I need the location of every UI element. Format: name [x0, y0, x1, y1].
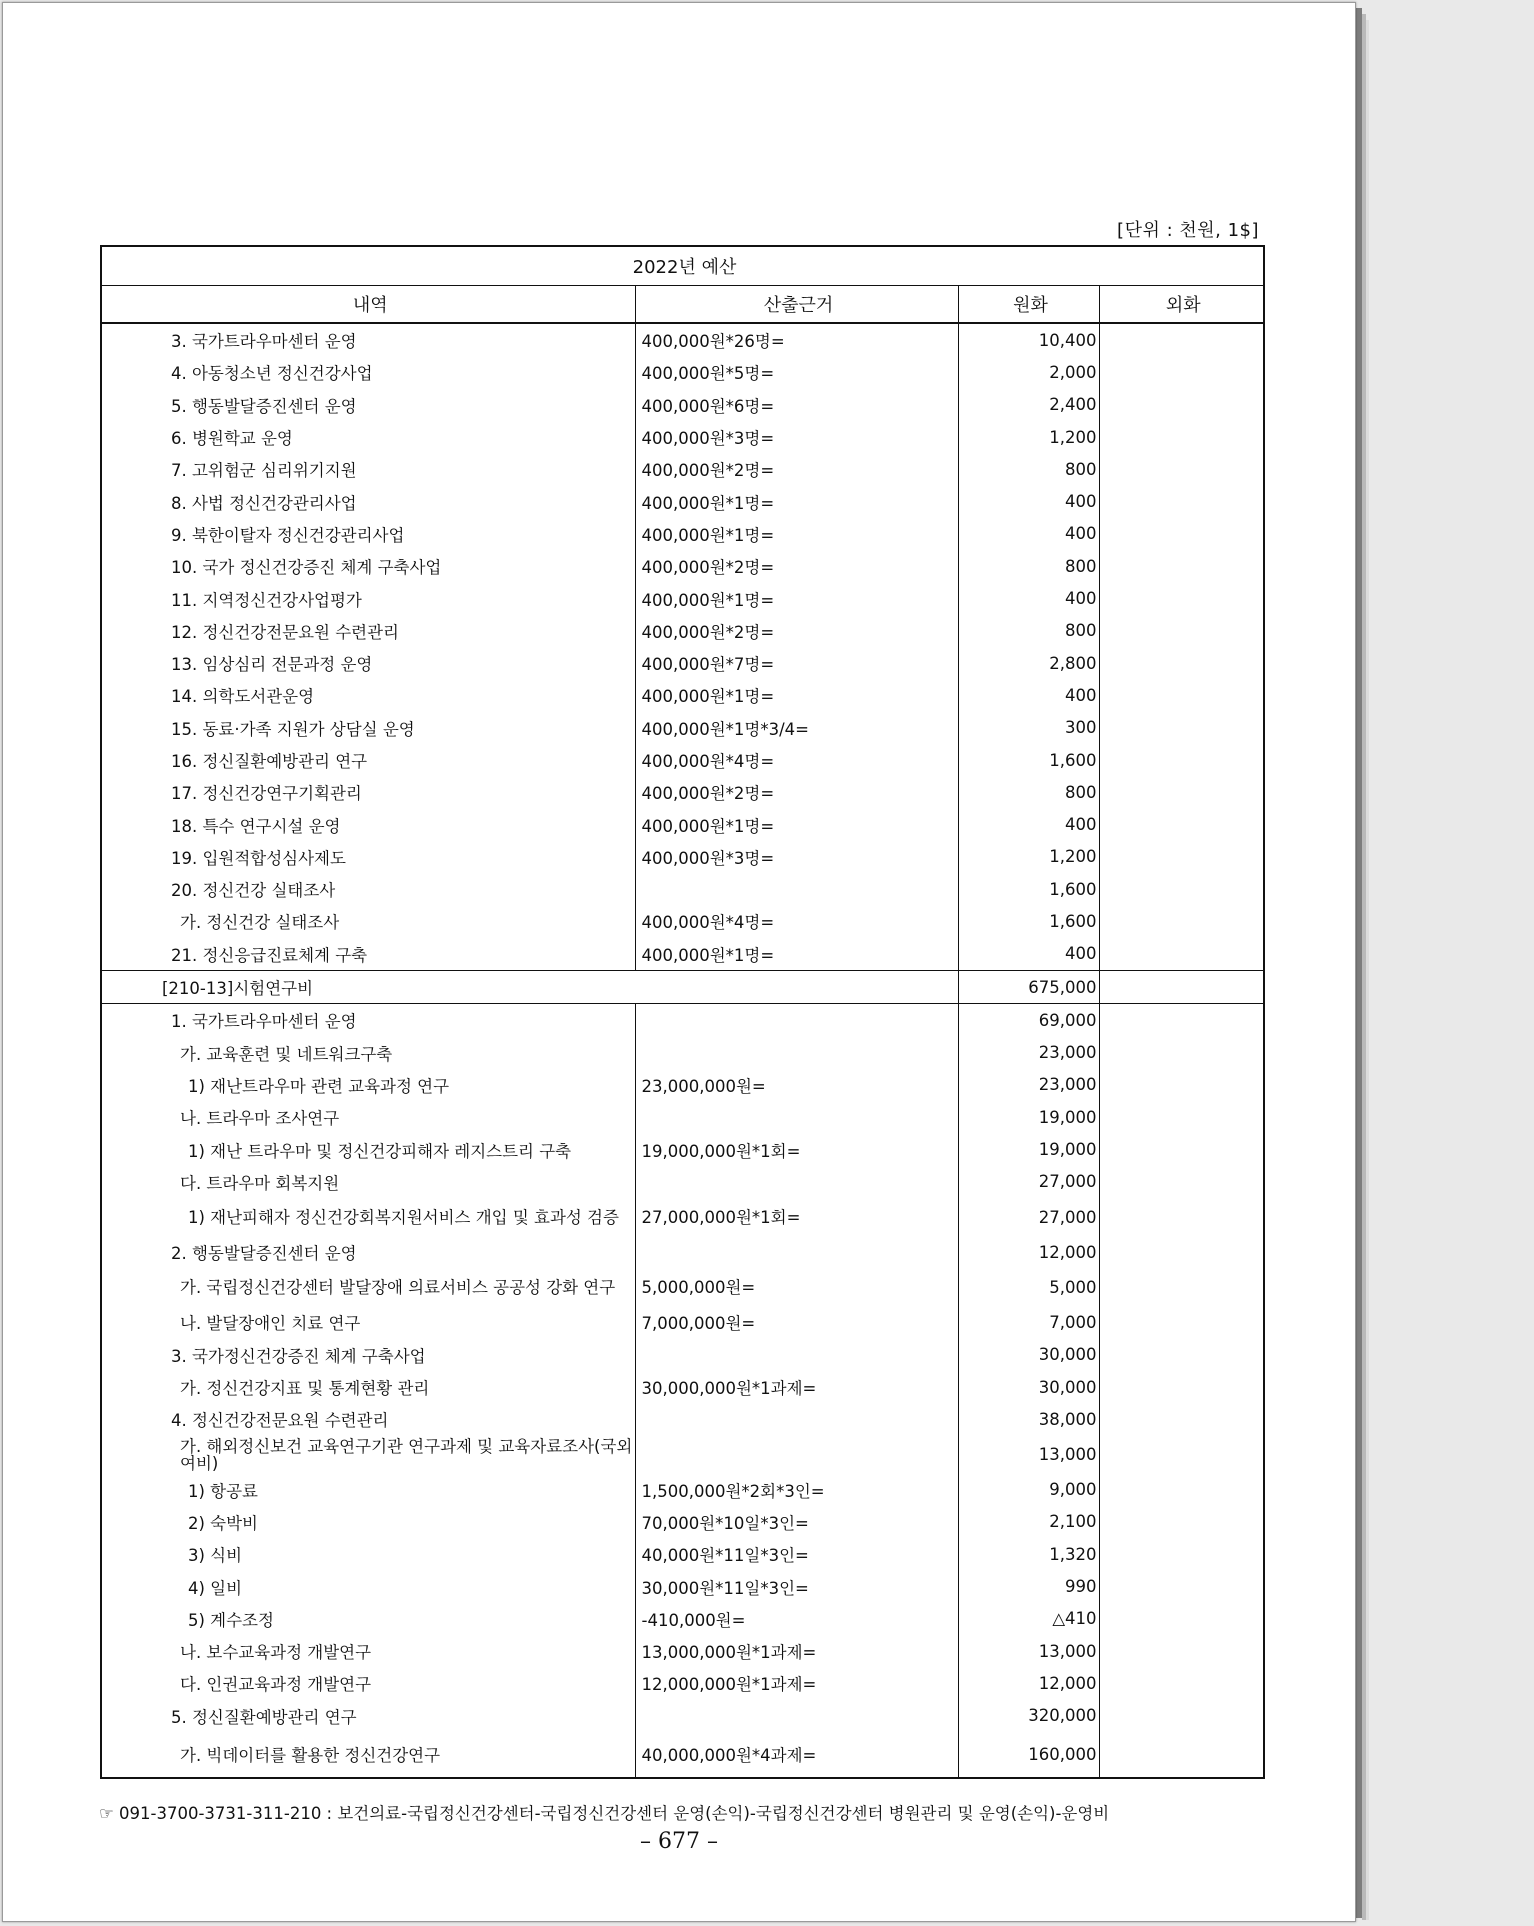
document-page — [2, 2, 1356, 1922]
row-won: 27,000 — [958, 1166, 1099, 1198]
table-row — [101, 1198, 1264, 1236]
row-won: 10,400 — [958, 323, 1099, 356]
row-basis — [635, 1004, 958, 1037]
row-foreign — [1099, 1198, 1264, 1236]
row-won: 12,000 — [958, 1236, 1099, 1268]
row-won: 12,000 — [958, 1667, 1099, 1699]
table-row — [101, 1133, 1264, 1165]
row-foreign — [1099, 1603, 1264, 1635]
row-foreign — [1099, 905, 1264, 937]
row-won: 160,000 — [958, 1732, 1099, 1778]
row-description: 5. 정신질환예방관리 연구 — [101, 1700, 635, 1732]
row-description: 2) 숙박비 — [101, 1506, 635, 1538]
table-row — [101, 1603, 1264, 1635]
row-won: 23,000 — [958, 1069, 1099, 1101]
row-basis: 400,000원*2명= — [635, 776, 958, 808]
row-basis: 400,000원*1명= — [635, 485, 958, 517]
table-row — [101, 647, 1264, 679]
row-won: 800 — [958, 615, 1099, 647]
row-foreign — [1099, 1133, 1264, 1165]
row-basis: 400,000원*2명= — [635, 453, 958, 485]
table-body-group-header — [101, 970, 1264, 1003]
row-foreign — [1099, 808, 1264, 840]
row-won: 400 — [958, 808, 1099, 840]
table-row — [101, 744, 1264, 776]
row-basis: 70,000원*10일*3인= — [635, 1506, 958, 1538]
row-won: 400 — [958, 582, 1099, 614]
row-foreign — [1099, 1069, 1264, 1101]
row-foreign — [1099, 1371, 1264, 1403]
row-won: 7,000 — [958, 1306, 1099, 1338]
row-description: 15. 동료·가족 지원가 상담실 운영 — [101, 712, 635, 744]
row-basis: 400,000원*7명= — [635, 647, 958, 679]
table-row — [101, 776, 1264, 808]
row-description: 4) 일비 — [101, 1570, 635, 1602]
row-basis: 30,000,000원*1과제= — [635, 1371, 958, 1403]
row-description: 3. 국가트라우마센터 운영 — [101, 323, 635, 356]
row-foreign — [1099, 1436, 1264, 1474]
row-won: 2,000 — [958, 356, 1099, 388]
row-description: 12. 정신건강전문요원 수련관리 — [101, 615, 635, 647]
row-won: 400 — [958, 518, 1099, 550]
table-row — [101, 905, 1264, 937]
column-header-basis: 산출근거 — [635, 286, 958, 324]
row-basis: 400,000원*4명= — [635, 905, 958, 937]
row-description: 1) 재난 트라우마 및 정신건강피해자 레지스트리 구축 — [101, 1133, 635, 1165]
row-won: 19,000 — [958, 1101, 1099, 1133]
row-foreign — [1099, 1306, 1264, 1338]
row-won: 9,000 — [958, 1474, 1099, 1506]
row-description: 5. 행동발달증진센터 운영 — [101, 389, 635, 421]
row-won: 1,600 — [958, 744, 1099, 776]
row-foreign — [1099, 1236, 1264, 1268]
row-basis: 7,000,000원= — [635, 1306, 958, 1338]
row-description: 5) 계수조정 — [101, 1603, 635, 1635]
table-row — [101, 1667, 1264, 1699]
table-row — [101, 518, 1264, 550]
column-header-desc: 내역 — [101, 286, 635, 324]
row-description: 2. 행동발달증진센터 운영 — [101, 1236, 635, 1268]
row-foreign — [1099, 1339, 1264, 1371]
row-won: 800 — [958, 550, 1099, 582]
row-foreign — [1099, 1004, 1264, 1037]
row-won: 2,100 — [958, 1506, 1099, 1538]
row-won: 30,000 — [958, 1339, 1099, 1371]
table-row — [101, 582, 1264, 614]
row-foreign — [1099, 389, 1264, 421]
row-basis: 400,000원*4명= — [635, 744, 958, 776]
row-description: 3. 국가정신건강증진 체계 구축사업 — [101, 1339, 635, 1371]
row-description: 11. 지역정신건강사업평가 — [101, 582, 635, 614]
row-basis: 400,000원*2명= — [635, 550, 958, 582]
row-basis: 27,000,000원*1회= — [635, 1198, 958, 1236]
table-row — [101, 938, 1264, 971]
row-basis: 400,000원*2명= — [635, 615, 958, 647]
row-description: 1) 재난트라우마 관련 교육과정 연구 — [101, 1069, 635, 1101]
row-won: 1,200 — [958, 421, 1099, 453]
row-foreign — [1099, 679, 1264, 711]
row-basis — [635, 1037, 958, 1069]
table-row — [101, 1037, 1264, 1069]
row-description: 19. 입원적합성심사제도 — [101, 841, 635, 873]
group-won: 675,000 — [958, 970, 1099, 1003]
page-edge-shadow — [1366, 20, 1369, 1920]
row-foreign — [1099, 582, 1264, 614]
row-foreign — [1099, 647, 1264, 679]
row-description: 다. 트라우마 회복지원 — [101, 1166, 635, 1198]
row-foreign — [1099, 1268, 1264, 1306]
row-won: 1,600 — [958, 873, 1099, 905]
row-foreign — [1099, 938, 1264, 971]
row-description: 10. 국가 정신건강증진 체계 구축사업 — [101, 550, 635, 582]
row-foreign — [1099, 1474, 1264, 1506]
row-description: 가. 해외정신보건 교육연구기관 연구과제 및 교육자료조사(국외여비) — [101, 1436, 635, 1474]
row-won: 5,000 — [958, 1268, 1099, 1306]
row-description: 1) 재난피해자 정신건강회복지원서비스 개입 및 효과성 검증 — [101, 1198, 635, 1236]
row-description: 가. 빅데이터를 활용한 정신건강연구 — [101, 1732, 635, 1778]
table-row — [101, 1306, 1264, 1338]
table-row — [101, 1004, 1264, 1037]
row-won: 2,400 — [958, 389, 1099, 421]
row-description: 8. 사법 정신건강관리사업 — [101, 485, 635, 517]
group-foreign — [1099, 970, 1264, 1003]
footnote: ☞ 091-3700-3731-311-210 : 보건의료-국립정신건강센터-국립정신건강센터 운영(손익)-국립정신건강센터 병원관리 및 운영(손익)-운영비 — [99, 1804, 1110, 1823]
row-description: 18. 특수 연구시설 운영 — [101, 808, 635, 840]
row-basis: 30,000원*11일*3인= — [635, 1570, 958, 1602]
row-foreign — [1099, 1667, 1264, 1699]
row-foreign — [1099, 1037, 1264, 1069]
row-won: 400 — [958, 938, 1099, 971]
table-row — [101, 323, 1264, 356]
table-row — [101, 1339, 1264, 1371]
row-basis: 400,000원*3명= — [635, 421, 958, 453]
row-won: 300 — [958, 712, 1099, 744]
row-basis — [635, 1339, 958, 1371]
row-description: 가. 정신건강 실태조사 — [101, 905, 635, 937]
row-basis: 400,000원*5명= — [635, 356, 958, 388]
table-row — [101, 1570, 1264, 1602]
row-basis: 13,000,000원*1과제= — [635, 1635, 958, 1667]
row-description: 3) 식비 — [101, 1538, 635, 1570]
row-description: 가. 국립정신건강센터 발달장애 의료서비스 공공성 강화 연구 — [101, 1268, 635, 1306]
row-foreign — [1099, 1166, 1264, 1198]
table-row — [101, 1166, 1264, 1198]
row-foreign — [1099, 873, 1264, 905]
table-row — [101, 679, 1264, 711]
page-number: – 677 – — [640, 1829, 718, 1854]
row-description: 6. 병원학교 운영 — [101, 421, 635, 453]
table-title: 2022년 예산 — [101, 246, 1264, 286]
row-foreign — [1099, 356, 1264, 388]
row-foreign — [1099, 421, 1264, 453]
row-basis: 1,500,000원*2회*3인= — [635, 1474, 958, 1506]
row-basis: 19,000,000원*1회= — [635, 1133, 958, 1165]
row-description: 20. 정신건강 실태조사 — [101, 873, 635, 905]
row-won: 69,000 — [958, 1004, 1099, 1037]
table-row — [101, 1069, 1264, 1101]
row-description: 나. 트라우마 조사연구 — [101, 1101, 635, 1133]
row-description: 4. 아동청소년 정신건강사업 — [101, 356, 635, 388]
row-foreign — [1099, 1732, 1264, 1778]
table-body-personnel — [101, 323, 1264, 970]
row-foreign — [1099, 550, 1264, 582]
row-basis — [635, 1403, 958, 1435]
row-won: 19,000 — [958, 1133, 1099, 1165]
row-foreign — [1099, 1635, 1264, 1667]
table-row — [101, 1403, 1264, 1435]
row-won: 1,200 — [958, 841, 1099, 873]
row-basis — [635, 1101, 958, 1133]
row-basis: 23,000,000원= — [635, 1069, 958, 1101]
row-foreign — [1099, 744, 1264, 776]
row-description: 나. 발달장애인 치료 연구 — [101, 1306, 635, 1338]
row-description: 1) 항공료 — [101, 1474, 635, 1506]
row-won: 1,320 — [958, 1538, 1099, 1570]
row-description: 다. 인권교육과정 개발연구 — [101, 1667, 635, 1699]
row-foreign — [1099, 1403, 1264, 1435]
table-row — [101, 615, 1264, 647]
row-won: 800 — [958, 776, 1099, 808]
row-basis: 400,000원*1명*3/4= — [635, 712, 958, 744]
budget-table — [100, 245, 1265, 1779]
row-won: 1,600 — [958, 905, 1099, 937]
row-description: 가. 정신건강지표 및 통계현황 관리 — [101, 1371, 635, 1403]
column-header-won: 원화 — [958, 286, 1099, 324]
row-description: 나. 보수교육과정 개발연구 — [101, 1635, 635, 1667]
row-basis: 400,000원*1명= — [635, 679, 958, 711]
row-foreign — [1099, 712, 1264, 744]
row-foreign — [1099, 1101, 1264, 1133]
table-row — [101, 808, 1264, 840]
row-won: △410 — [958, 1603, 1099, 1635]
column-header-foreign: 외화 — [1099, 286, 1264, 324]
row-basis — [635, 1700, 958, 1732]
table-row — [101, 1436, 1264, 1474]
table-row — [101, 1236, 1264, 1268]
row-foreign — [1099, 1570, 1264, 1602]
row-won: 13,000 — [958, 1635, 1099, 1667]
row-description: 14. 의학도서관운영 — [101, 679, 635, 711]
row-foreign — [1099, 776, 1264, 808]
table-row — [101, 1474, 1264, 1506]
row-description: 17. 정신건강연구기획관리 — [101, 776, 635, 808]
row-description: 21. 정신응급진료체계 구축 — [101, 938, 635, 971]
row-description: 16. 정신질환예방관리 연구 — [101, 744, 635, 776]
table-row — [101, 1506, 1264, 1538]
row-foreign — [1099, 615, 1264, 647]
row-won: 2,800 — [958, 647, 1099, 679]
row-description: 1. 국가트라우마센터 운영 — [101, 1004, 635, 1037]
row-basis: -410,000원= — [635, 1603, 958, 1635]
table-row — [101, 485, 1264, 517]
table-row — [101, 1101, 1264, 1133]
row-foreign — [1099, 1538, 1264, 1570]
row-description: 9. 북한이탈자 정신건강관리사업 — [101, 518, 635, 550]
table-row — [101, 873, 1264, 905]
row-won: 13,000 — [958, 1436, 1099, 1474]
row-description: 4. 정신건강전문요원 수련관리 — [101, 1403, 635, 1435]
row-foreign — [1099, 1700, 1264, 1732]
row-basis: 400,000원*26명= — [635, 323, 958, 356]
row-basis: 400,000원*3명= — [635, 841, 958, 873]
row-basis — [635, 1436, 958, 1474]
row-description: 가. 교육훈련 및 네트워크구축 — [101, 1037, 635, 1069]
table-row — [101, 1635, 1264, 1667]
table-body-research — [101, 1004, 1264, 1778]
row-foreign — [1099, 323, 1264, 356]
table-row — [101, 421, 1264, 453]
row-basis — [635, 873, 958, 905]
row-basis: 400,000원*1명= — [635, 938, 958, 971]
row-won: 23,000 — [958, 1037, 1099, 1069]
row-won: 990 — [958, 1570, 1099, 1602]
row-description: 7. 고위험군 심리위기지원 — [101, 453, 635, 485]
row-description: 13. 임상심리 전문과정 운영 — [101, 647, 635, 679]
row-basis: 12,000,000원*1과제= — [635, 1667, 958, 1699]
row-basis: 40,000,000원*4과제= — [635, 1732, 958, 1778]
row-foreign — [1099, 485, 1264, 517]
row-basis: 400,000원*6명= — [635, 389, 958, 421]
row-won: 400 — [958, 485, 1099, 517]
table-row — [101, 1371, 1264, 1403]
row-foreign — [1099, 841, 1264, 873]
row-foreign — [1099, 518, 1264, 550]
row-basis: 400,000원*1명= — [635, 518, 958, 550]
row-foreign — [1099, 1506, 1264, 1538]
table-row — [101, 1732, 1264, 1778]
table-row — [101, 356, 1264, 388]
table-row — [101, 841, 1264, 873]
row-basis — [635, 1166, 958, 1198]
table-row — [101, 1700, 1264, 1732]
row-basis: 400,000원*1명= — [635, 582, 958, 614]
row-won: 320,000 — [958, 1700, 1099, 1732]
row-basis: 40,000원*11일*3인= — [635, 1538, 958, 1570]
row-won: 30,000 — [958, 1371, 1099, 1403]
row-basis — [635, 1236, 958, 1268]
unit-label: [단위 : 천원, 1$] — [1117, 220, 1259, 241]
row-basis: 5,000,000원= — [635, 1268, 958, 1306]
table-row — [101, 1538, 1264, 1570]
table-row — [101, 550, 1264, 582]
table-row — [101, 1268, 1264, 1306]
table-row-group — [101, 970, 1264, 1003]
row-basis: 400,000원*1명= — [635, 808, 958, 840]
table-row — [101, 712, 1264, 744]
table-row — [101, 389, 1264, 421]
row-won: 38,000 — [958, 1403, 1099, 1435]
row-won: 27,000 — [958, 1198, 1099, 1236]
group-label: [210-13]시험연구비 — [101, 970, 958, 1003]
row-won: 400 — [958, 679, 1099, 711]
row-foreign — [1099, 453, 1264, 485]
row-won: 800 — [958, 453, 1099, 485]
table-row — [101, 453, 1264, 485]
